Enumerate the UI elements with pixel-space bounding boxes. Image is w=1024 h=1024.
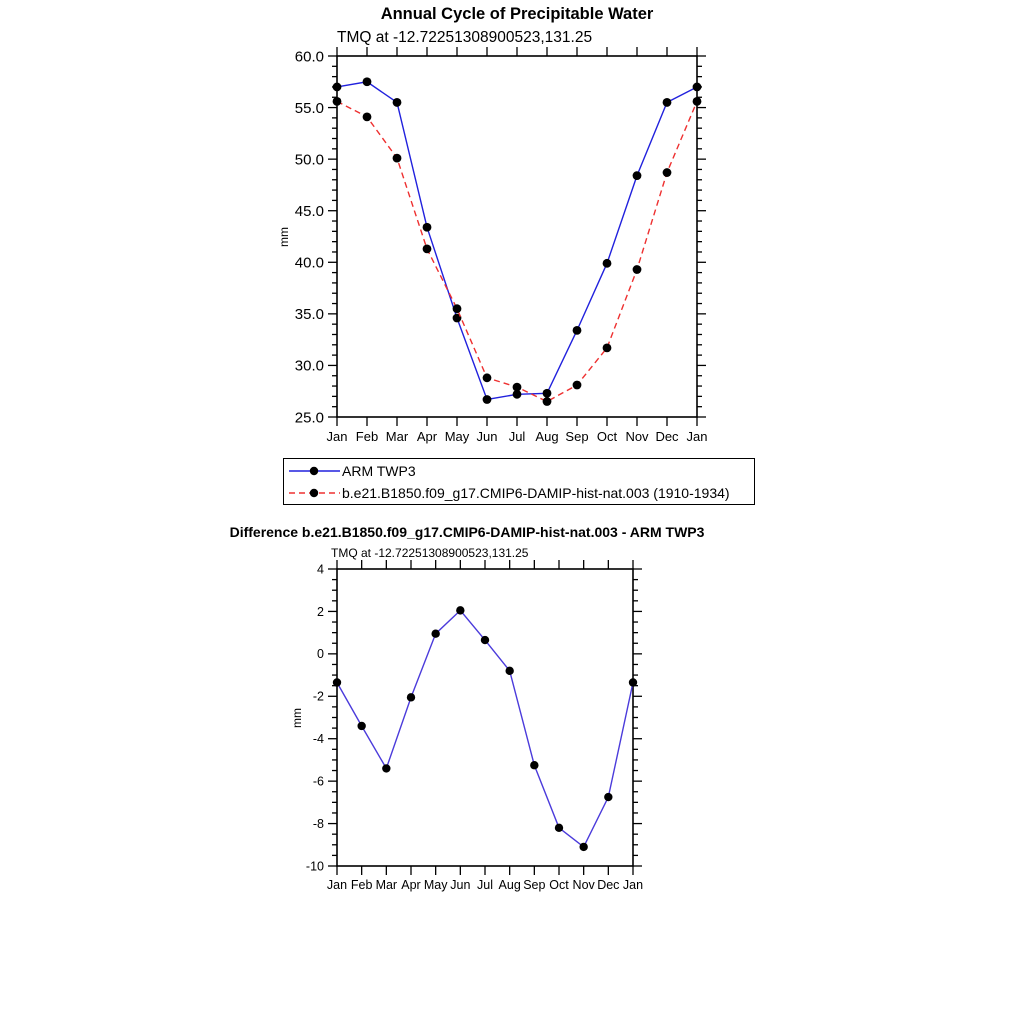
legend-entry-arm-twp3 <box>288 460 754 482</box>
x-axis-tick-label: Jun <box>476 429 498 444</box>
series-line-b-e21-b1850-f09-g17-cmip6-damip-hist-nat-003-1910-1934- <box>337 101 697 401</box>
chart2-main-title: Difference b.e21.B1850.f09_g17.CMIP6-DAMIP-hist-nat.003 - ARM TWP3 <box>229 524 705 540</box>
x-axis-tick-label: Jan <box>622 878 644 892</box>
legend-line-sample-dashed <box>288 487 341 499</box>
data-point-marker <box>363 112 372 121</box>
x-axis-tick-label: Jul <box>477 878 493 892</box>
data-point-marker <box>333 678 341 686</box>
data-point-marker <box>505 667 513 675</box>
x-axis-tick-label: Nov <box>625 429 649 444</box>
data-point-marker <box>453 304 462 313</box>
series-line-difference <box>337 610 633 847</box>
data-point-marker <box>603 343 612 352</box>
y-axis-tick-label: -10 <box>305 859 324 874</box>
x-axis-tick-label: Mar <box>385 429 409 444</box>
y-axis-tick-label: 35.0 <box>294 306 324 324</box>
y-axis-tick-label: 25.0 <box>294 409 324 427</box>
x-axis-tick-label: Sep <box>565 429 589 444</box>
data-point-marker <box>579 843 587 851</box>
data-point-marker <box>333 83 342 92</box>
y-axis-tick-label: -6 <box>312 774 324 789</box>
legend-line-sample-solid <box>288 465 341 477</box>
data-point-marker <box>382 764 390 772</box>
y-axis-tick-label: 2 <box>317 604 324 619</box>
chart2-subtitle: TMQ at -12.72251308900523,131.25 <box>331 546 529 560</box>
y-axis-tick-label: 30.0 <box>294 357 324 375</box>
x-axis-tick-label: Jan <box>326 429 348 444</box>
annual-cycle-chart <box>295 47 708 444</box>
y-axis-tick-label: -2 <box>312 689 324 704</box>
chart1-y-axis-label: mm <box>277 227 291 247</box>
y-axis-tick-label: 45.0 <box>294 202 324 220</box>
x-axis-tick-label: Feb <box>355 429 379 444</box>
data-point-marker <box>543 389 552 398</box>
x-axis-tick-label: Jul <box>508 429 526 444</box>
data-point-marker <box>393 98 402 107</box>
data-point-marker <box>407 693 415 701</box>
annual-cycle-axis-ticks <box>328 47 706 426</box>
chart1-subtitle: TMQ at -12.72251308900523,131.25 <box>337 29 593 46</box>
x-axis-tick-label: Nov <box>572 878 595 892</box>
x-axis-tick-label: Aug <box>498 878 521 892</box>
data-point-marker <box>663 98 672 107</box>
y-axis-tick-label: 0 <box>317 647 324 662</box>
series-line-arm-twp3 <box>337 82 697 400</box>
data-point-marker <box>333 97 342 106</box>
x-axis-tick-label: Dec <box>597 878 620 892</box>
data-point-marker <box>393 154 402 163</box>
x-axis-tick-label: Feb <box>350 878 373 892</box>
x-axis-tick-label: Mar <box>375 878 398 892</box>
legend-label-arm-twp3: ARM TWP3 <box>342 462 416 479</box>
data-point-marker <box>693 83 702 92</box>
data-point-marker <box>513 383 522 392</box>
y-axis-tick-label: 55.0 <box>294 99 324 117</box>
x-axis-tick-label: Jan <box>326 878 348 892</box>
legend-box <box>283 458 755 505</box>
legend-sample-marker <box>310 488 318 496</box>
annual-cycle-plot-frame <box>337 56 697 417</box>
x-axis-tick-label: Oct <box>596 429 618 444</box>
data-point-marker <box>423 244 432 253</box>
y-axis-tick-label: -8 <box>312 816 324 831</box>
x-axis-tick-label: Oct <box>549 878 569 892</box>
chart2-y-axis-label: mm <box>290 708 304 728</box>
data-point-marker <box>555 824 563 832</box>
legend-label-model: b.e21.B1850.f09_g17.CMIP6-DAMIP-hist-nat.003 (1910-1934) <box>342 484 730 501</box>
data-point-marker <box>573 326 582 335</box>
data-point-marker <box>603 259 612 268</box>
x-axis-tick-label: May <box>423 878 448 892</box>
data-point-marker <box>423 223 432 232</box>
x-axis-tick-label: Aug <box>535 429 559 444</box>
difference-chart <box>306 560 643 892</box>
x-axis-tick-label: Sep <box>523 878 546 892</box>
data-point-marker <box>363 77 372 86</box>
chart1-main-title: Annual Cycle of Precipitable Water <box>380 5 654 23</box>
data-point-marker <box>530 761 538 769</box>
x-axis-tick-label: May <box>444 429 470 444</box>
data-point-marker <box>481 636 489 644</box>
data-point-marker <box>357 722 365 730</box>
y-axis-tick-label: 40.0 <box>294 254 324 272</box>
legend-sample-marker <box>310 466 318 474</box>
data-point-marker <box>573 381 582 390</box>
difference-plot-frame <box>337 569 633 866</box>
legend-entry-model <box>288 482 754 504</box>
x-axis-tick-label: Apr <box>416 429 438 444</box>
data-point-marker <box>633 265 642 274</box>
x-axis-tick-label: Jan <box>686 429 708 444</box>
y-axis-tick-label: 60.0 <box>294 48 324 66</box>
data-point-marker <box>663 168 672 177</box>
data-point-marker <box>483 373 492 382</box>
data-point-marker <box>604 793 612 801</box>
data-point-marker <box>693 97 702 106</box>
x-axis-tick-label: Apr <box>401 878 421 892</box>
data-point-marker <box>456 606 464 614</box>
data-point-marker <box>633 171 642 180</box>
difference-axis-ticks <box>328 560 642 875</box>
data-point-marker <box>483 395 492 404</box>
data-point-marker <box>543 397 552 406</box>
y-axis-tick-label: -4 <box>312 732 324 747</box>
x-axis-tick-label: Jun <box>450 878 471 892</box>
data-point-marker <box>629 678 637 686</box>
x-axis-tick-label: Dec <box>655 429 679 444</box>
y-axis-tick-label: 50.0 <box>294 151 324 169</box>
data-point-marker <box>431 630 439 638</box>
y-axis-tick-label: 4 <box>317 562 324 577</box>
